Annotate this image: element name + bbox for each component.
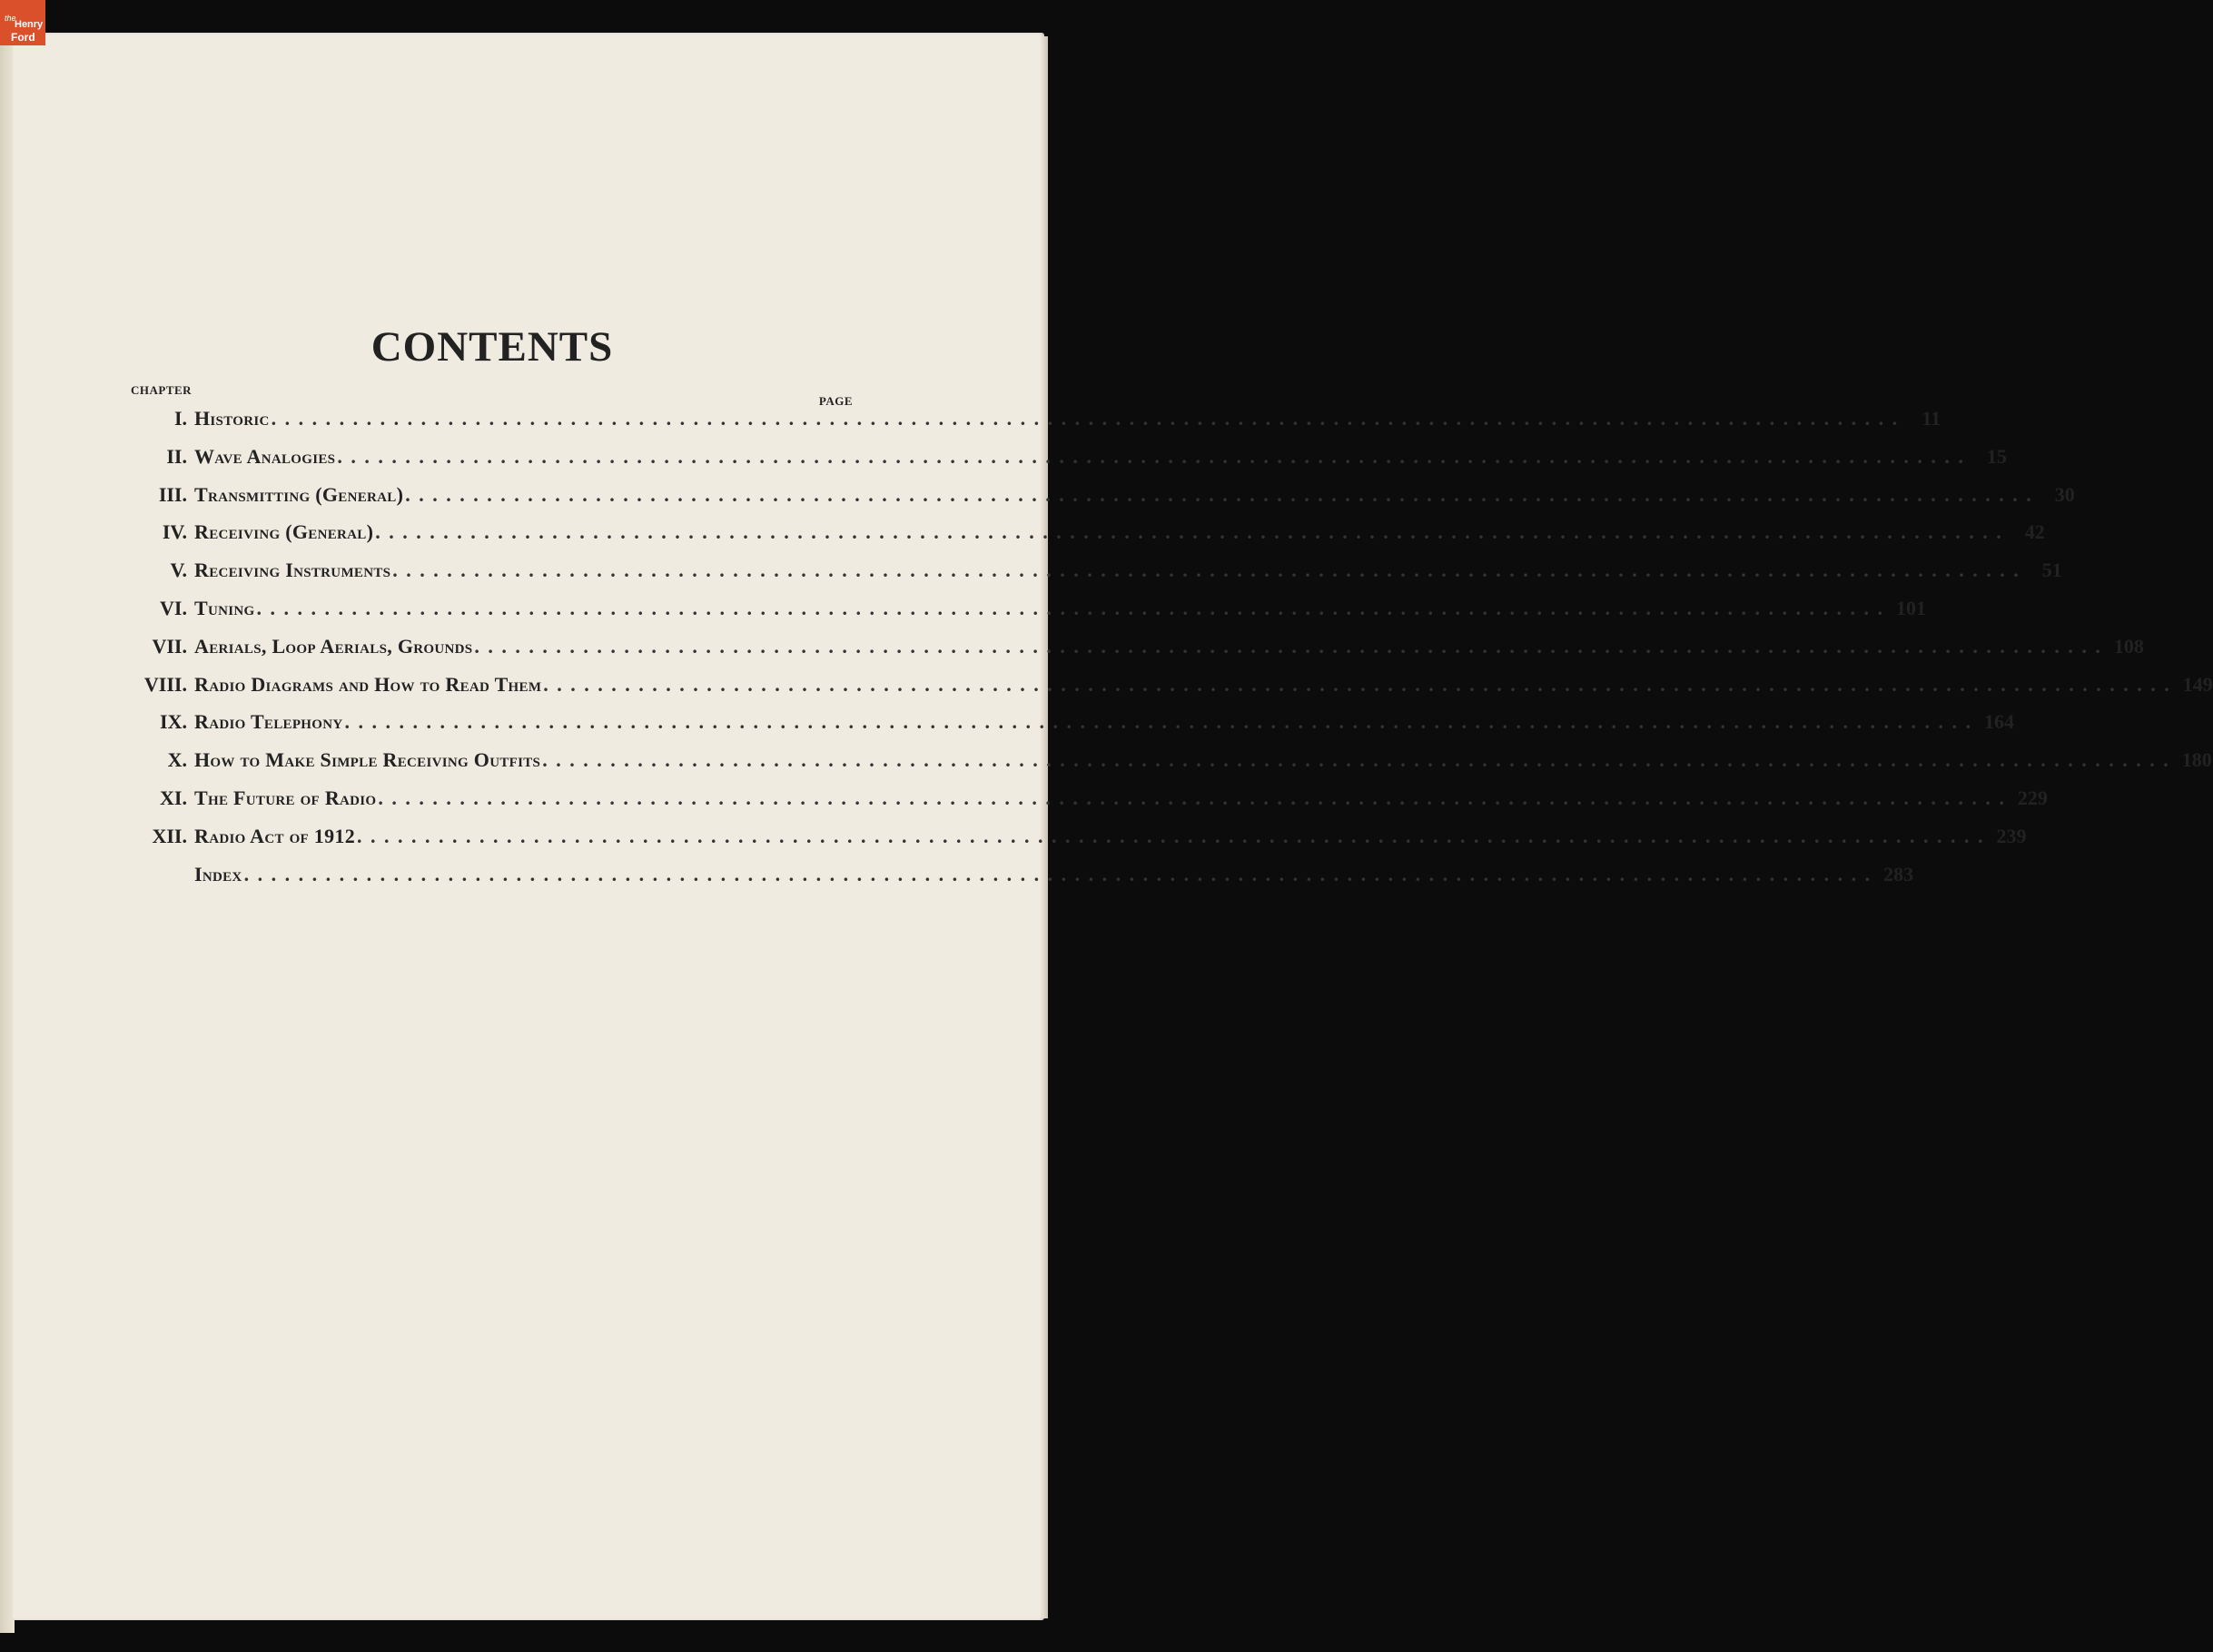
chapter-title: Receiving (General)	[194, 520, 374, 544]
logo-text-the: the	[5, 14, 16, 23]
dot-leader: . . . . . . . . . . . . . . . . . . . . . . . . . . . . . . . . . . . . . . . . . . . . . . . . . . . . . . . . . . . . . . . . . . . . . . . . . . . . . . . . . . . . . . . . . . . . . . . . . . . . . . . . . . . . . . . . . . . . . . . .	[474, 634, 2102, 658]
chapter-number: IX.	[160, 710, 187, 734]
page-number: 149	[2182, 672, 2213, 696]
page-number: 283	[1883, 862, 1914, 885]
page-number: 42	[2024, 520, 2045, 544]
dot-leader: . . . . . . . . . . . . . . . . . . . . . . . . . . . . . . . . . . . . . . . . . . . . . . . . . . . . . . . . . . . . . . . . . . . . . . . . . . . . . . . . . . . . . . . . . . . . . . . . . . . . . . . . . . . . . . . . . . . . . . . .	[392, 559, 2020, 582]
chapter-number: III.	[158, 482, 187, 506]
page-number: 15	[1986, 444, 2007, 468]
chapter-title: Aerials, Loop Aerials, Grounds	[194, 634, 473, 658]
toc-entry	[127, 710, 2015, 748]
chapter-number: XI.	[160, 786, 187, 809]
dot-leader: . . . . . . . . . . . . . . . . . . . . . . . . . . . . . . . . . . . . . . . . . . . . . . . . . . . . . . . . . . . . . . . . . . . . . . . . . . . . . . . . . . . . . . . . . . . . . . . . . . . . . . . . . . . . . . . . . . . . . . . .	[337, 444, 1965, 468]
chapter-title: Receiving Instruments	[194, 559, 391, 582]
chapter-number: VIII.	[143, 672, 187, 696]
dot-leader: . . . . . . . . . . . . . . . . . . . . . . . . . . . . . . . . . . . . . . . . . . . . . . . . . . . . . . . . . . . . . . . . . . . . . . . . . . . . . . . . . . . . . . . . . . . . . . . . . . . . . . . . . . . . . . . . . . . . . . . .	[378, 786, 2006, 809]
toc-entry	[127, 559, 2062, 597]
dot-leader: . . . . . . . . . . . . . . . . . . . . . . . . . . . . . . . . . . . . . . . . . . . . . . . . . . . . . . . . . . . . . . . . . . . . . . . . . . . . . . . . . . . . . . . . . . . . . . . . . . . . . . . . . . . . . . . . . . . . . . . .	[543, 672, 2171, 696]
dot-leader: . . . . . . . . . . . . . . . . . . . . . . . . . . . . . . . . . . . . . . . . . . . . . . . . . . . . . . . . . . . . . . . . . . . . . . . . . . . . . . . . . . . . . . . . . . . . . . . . . . . . . . . . . . . . . . . . . . . . . . . .	[256, 596, 1884, 619]
toc-entry	[127, 634, 2144, 673]
dot-leader: . . . . . . . . . . . . . . . . . . . . . . . . . . . . . . . . . . . . . . . . . . . . . . . . . . . . . . . . . . . . . . . . . . . . . . . . . . . . . . . . . . . . . . . . . . . . . . . . . . . . . . . . . . . . . . . . . . . . . . . .	[405, 482, 2033, 506]
chapter-title: How to Make Simple Receiving Outfits	[194, 748, 541, 772]
toc-entry	[127, 482, 2075, 521]
toc-entry	[127, 596, 1926, 635]
chapter-number: II.	[166, 444, 187, 468]
page-number: 11	[1922, 407, 1941, 430]
page-number: 180	[2181, 748, 2212, 772]
toc-entry	[127, 786, 2048, 825]
page-number: 229	[2017, 786, 2048, 809]
dot-leader: . . . . . . . . . . . . . . . . . . . . . . . . . . . . . . . . . . . . . . . . . . . . . . . . . . . . . . . . . . . . . . . . . . . . . . . . . . . . . . . . . . . . . . . . . . . . . . . . . . . . . . . . . . . . . . . . . . . . . . . .	[375, 520, 2003, 544]
chapter-title: Wave Analogies	[194, 444, 336, 468]
page-number: 51	[2041, 559, 2062, 582]
page-number: 164	[1984, 710, 2015, 734]
toc-entry	[127, 520, 2045, 559]
dot-leader: . . . . . . . . . . . . . . . . . . . . . . . . . . . . . . . . . . . . . . . . . . . . . . . . . . . . . . . . . . . . . . . . . . . . . . . . . . . . . . . . . . . . . . . . . . . . . . . . . . . . . . . . . . . . . . . . . . . . . . . .	[344, 710, 1973, 734]
chapter-title: Transmitting (General)	[194, 482, 404, 506]
toc-entry	[127, 862, 1914, 901]
page-number: 101	[1895, 596, 1926, 619]
chapter-number: I.	[173, 407, 187, 430]
chapter-title: Radio Diagrams and How to Read Them	[194, 672, 542, 696]
page-number: 108	[2113, 634, 2144, 658]
chapter-title: Tuning	[194, 596, 255, 619]
chapter-title: Radio Act of 1912	[194, 824, 355, 847]
chapter-title: Index	[194, 862, 242, 885]
toc-entry	[127, 444, 2007, 483]
toc-entry	[127, 748, 2212, 786]
dot-leader: . . . . . . . . . . . . . . . . . . . . . . . . . . . . . . . . . . . . . . . . . . . . . . . . . . . . . . . . . . . . . . . . . . . . . . . . . . . . . . . . . . . . . . . . . . . . . . . . . . . . . . . . . . . . . . . . . . . . . . . .	[243, 862, 1872, 885]
chapter-column-label: CHAPTER	[131, 383, 193, 397]
dot-leader: . . . . . . . . . . . . . . . . . . . . . . . . . . . . . . . . . . . . . . . . . . . . . . . . . . . . . . . . . . . . . . . . . . . . . . . . . . . . . . . . . . . . . . . . . . . . . . . . . . . . . . . . . . . . . . . . . . . . . . . .	[271, 407, 1900, 430]
chapter-title: Radio Telephony	[194, 710, 343, 734]
page-column-label: PAGE	[818, 394, 853, 408]
chapter-number: XII.	[152, 824, 187, 847]
table-of-contents	[127, 407, 2213, 900]
page-title: CONTENTS	[370, 323, 614, 371]
toc-entry	[127, 672, 2213, 711]
dot-leader: . . . . . . . . . . . . . . . . . . . . . . . . . . . . . . . . . . . . . . . . . . . . . . . . . . . . . . . . . . . . . . . . . . . . . . . . . . . . . . . . . . . . . . . . . . . . . . . . . . . . . . . . . . . . . . . . . . . . . . . .	[542, 748, 2170, 772]
page-number: 239	[1996, 824, 2027, 847]
chapter-number: VI.	[160, 596, 187, 619]
logo-text-henry: Henry	[15, 19, 44, 30]
toc-entry	[127, 407, 1941, 445]
chapter-number: VII.	[152, 634, 187, 658]
chapter-number: X.	[167, 748, 187, 772]
dot-leader: . . . . . . . . . . . . . . . . . . . . . . . . . . . . . . . . . . . . . . . . . . . . . . . . . . . . . . . . . . . . . . . . . . . . . . . . . . . . . . . . . . . . . . . . . . . . . . . . . . . . . . . . . . . . . . . . . . . . . . . .	[357, 824, 1985, 847]
chapter-title: Historic	[194, 407, 270, 430]
chapter-number: IV.	[162, 520, 187, 544]
page-number: 30	[2054, 482, 2075, 506]
logo-text-ford: Ford	[11, 31, 35, 44]
chapter-title: The Future of Radio	[194, 786, 377, 809]
henry-ford-logo	[0, 0, 45, 45]
chapter-number: V.	[170, 559, 187, 582]
toc-entry	[127, 824, 2027, 863]
